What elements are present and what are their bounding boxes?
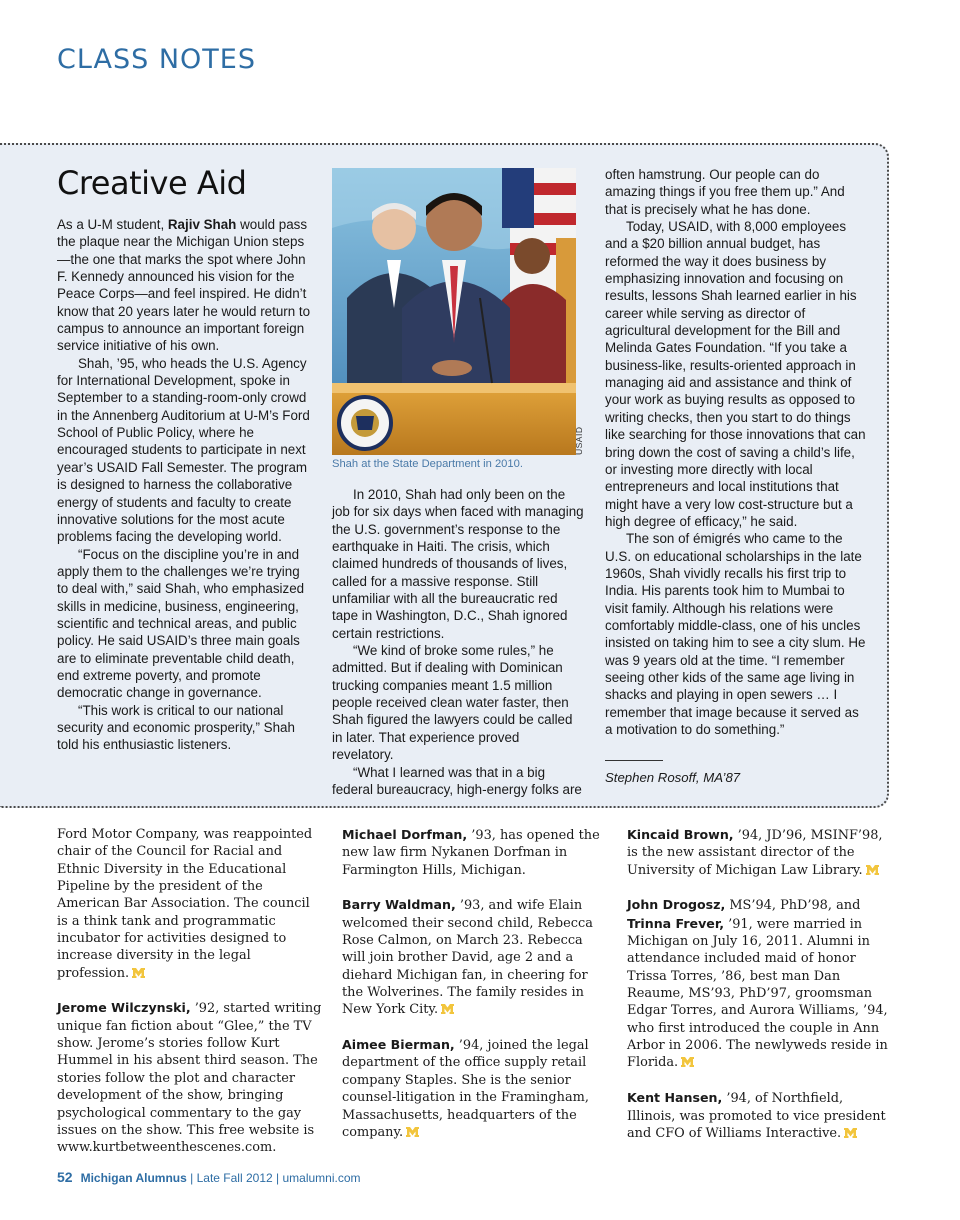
magazine-name: Michigan Alumnus — [80, 1171, 187, 1185]
feature-paragraph: In 2010, Shah had only been on the job for six days when faced with managing the U.S. government’s response to the earthquake in Haiti. The crisis, which claimed hundreds of thousands of lives, called for a massive response. Still unfamiliar with all the bureaucratic red tape in Washington, D.C., Shah ignored certain restrictions. — [332, 487, 584, 641]
feature-paragraph: often hamstrung. Our people can do amazing things if you free them up.” And that is precisely what he has done. — [605, 167, 845, 217]
feature-paragraph: “We kind of broke some rules,” he admitted. But if dealing with Dominican trucking companies meant 1.5 million people received clean water faster, then Shah figured the lawyers could be called in later. That experience proved revelatory. — [332, 643, 573, 763]
feature-title: Creative Aid — [57, 164, 247, 202]
feature-column-3 — [605, 166, 867, 738]
page-footer: 52 Michigan Alumnus | Late Fall 2012 | umalumni.com — [57, 1169, 361, 1185]
page-number: 52 — [57, 1169, 73, 1185]
website-link[interactable]: umalumni.com — [282, 1171, 361, 1185]
feature-paragraph: Shah, ’95, who heads the U.S. Agency for International Development, spoke in September to a standing-room-only crowd in the Annenberg Auditorium at U-M’s Ford School of Public Policy, where he encouraged students to participate in next year’s USAID Fall Semester. The program is designed to harness the collaborative energy of students and faculty to create innovative solutions for the most acute problems facing the developing world. — [57, 355, 310, 545]
photo-credit: USAID — [574, 426, 584, 455]
class-note: John Drogosz, MS’94, PhD’98, and Trinna Frever, ’91, were married in Michigan on July 16, 2011. Alumni in attendance included maid of honor Trissa Torres, ’86, best man Dan Reaume, MS’93, PhD’97, groomsman Edgar Torres, and Aurora Williams, ’94, who first introduced the couple in Ann Arbor in 2006. The newlyweds reside in Florida. — [627, 897, 888, 1071]
feature-paragraph: Today, USAID, with 8,000 employees and a $20 billion annual budget, has reformed the way it does business by emphasizing innovation and focusing on results, lessons Shah learned earlier in his career while serving as director of agricultural development for the Bill and Melinda Gates Foundation. “If you take a business-like, results-oriented approach in managing aid and assistance and think of your work as buying results as opposed to writing checks, then you start to do things like searching for those innovations that can bring down the cost of saving a child’s life, or investing more directly with local entrepreneurs and local institutions that might have a very low cost-structure but a high degree of efficacy,” he said. — [605, 219, 866, 529]
alumnus-name: John Drogosz, — [627, 897, 726, 913]
feature-column-1 — [57, 216, 312, 754]
byline: Stephen Rosoff, MA’87 — [605, 770, 741, 785]
class-notes-column-3 — [627, 826, 892, 1160]
issue-date: Late Fall 2012 — [196, 1171, 273, 1185]
alumnus-name: Trinna Frever, — [627, 915, 724, 931]
alumnus-name: Aimee Bierman, — [342, 1037, 455, 1053]
subject-name: Rajiv Shah — [167, 217, 237, 232]
class-note: Barry Waldman, ’93, and wife Elain welcomed their second child, Rebecca Rose Calmon, on March 23. Rebecca will join brother David, age 2 and a diehard Michigan fan, in cheering for the Wolverines. The family resides in New York City. — [342, 897, 593, 1018]
class-note: Jerome Wilczynski, ’92, started writing unique fan fiction about “Glee,” the TV show. Jerome’s stories follow Kurt Hummel in his absent third season. The stories follow the plot and character development of the show, bringing psychological commentary to the gay issues on the show. This free website is www.kurtbetweenthescenes.com. — [57, 1000, 322, 1156]
feature-column-2 — [332, 486, 584, 798]
feature-paragraph: “This work is critical to our national security and economic prosperity,” Shah told his enthusiastic listeners. — [57, 702, 295, 753]
block-m-logo-icon — [844, 1128, 857, 1138]
block-m-logo-icon — [406, 1127, 419, 1137]
block-m-logo-icon — [441, 1004, 454, 1014]
section-title: CLASS NOTES — [57, 44, 256, 75]
alumnus-name: Kincaid Brown, — [627, 827, 734, 842]
class-notes-column-2 — [342, 826, 604, 1159]
feature-paragraph: As a U-M student, Rajiv Shah would pass the plaque near the Michigan Union steps—the one that marks the spot where John F. Kennedy announced his vision for the Peace Corps—and feel inspired. He didn’t know that 20 years later he would return to campus to announce an important foreign service initiative of his own. — [57, 217, 311, 354]
feature-paragraph: “What I learned was that in a big federal bureaucracy, high-energy folks are — [332, 764, 582, 797]
alumnus-name: Jerome Wilczynski, — [57, 1000, 191, 1016]
portrait-photo-icon — [332, 168, 576, 455]
photo-caption: Shah at the State Department in 2010. — [332, 458, 523, 470]
alumnus-name: Barry Waldman, — [342, 897, 456, 913]
class-notes-column-1 — [57, 826, 322, 1174]
class-note: Kent Hansen, ’94, of Northfield, Illinois, was promoted to vice president and CFO of Williams Interactive. — [627, 1090, 886, 1141]
block-m-logo-icon — [866, 865, 879, 875]
class-note: Kincaid Brown, ’94, JD’96, MSINF’98, is the new assistant director of the University of Michigan Law Library. — [627, 827, 883, 878]
portrait-photo — [332, 168, 576, 455]
feature-paragraph: The son of émigrés who came to the U.S. on educational scholarships in the late 1960s, Shah vividly recalls his first trip to India. His parents took him to Mumbai to visit family. Although his relations were comfortably middle-class, one of his uncles insisted on taking him to see a city slum. He was 9 years old at the time. “I remember seeing other kids of the same age living in shacks and playing in open sewers … I remember that image because it served as a motivation to do something.” — [605, 531, 866, 737]
class-note: Aimee Bierman, ’94, joined the legal department of the office supply retail company Staples. She is the senior counsel-litigation in the Framingham, Massachusetts, headquarters of the company. — [342, 1037, 589, 1140]
block-m-logo-icon — [681, 1057, 694, 1067]
class-note: Ford Motor Company, was reappointed chair of the Council for Racial and Ethnic Diversity in the Educational Pipeline by the president of the American Bar Association. The council is a think tank and programmatic incubator for activities designed to increase diversity in the legal profession. — [57, 827, 313, 981]
class-note: Michael Dorfman, ’93, has opened the new law firm Nykanen Dorfman in Farmington Hills, Michigan. — [342, 827, 600, 878]
feature-paragraph: “Focus on the discipline you’re in and apply them to the challenges we’re trying to deal with,” said Shah, who emphasized skills in medicine, business, engineering, scientific and technical areas, and public policy. He said USAID’s three main goals are to eliminate preventable child death, end extreme poverty, and promote democratic change in governance. — [57, 546, 305, 701]
block-m-logo-icon — [132, 968, 145, 978]
alumnus-name: Michael Dorfman, — [342, 827, 468, 842]
alumnus-name: Kent Hansen, — [627, 1090, 723, 1106]
byline-rule — [605, 760, 663, 761]
